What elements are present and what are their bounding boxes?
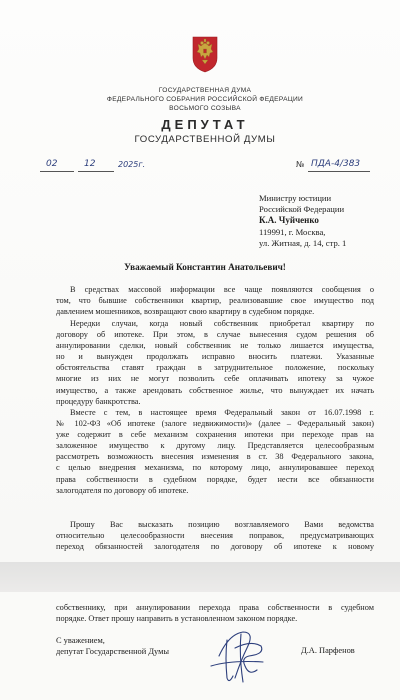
paragraph-line: договору об ипотеке. При этом, в случае вынесения судом решения об	[56, 330, 374, 340]
letterhead-title: ДЕПУТАТ	[161, 117, 249, 132]
addressee-line-4: 119991, г. Москва,	[259, 227, 326, 237]
paragraph-line: рассмотреть возможность внесения изменения в ст. 38 Федерального закона,	[56, 452, 374, 462]
org-line-3: ВОСЬМОГО СОЗЫВА	[169, 105, 241, 112]
paragraph-line: уже содержит в себе механизм сохранения ипотеки при переходе прав на	[56, 430, 374, 440]
org-line-1: ГОСУДАРСТВЕННАЯ ДУМА	[158, 87, 252, 94]
signer-name: Д.А. Парфенов	[301, 646, 355, 655]
paragraph-line: но и вынужден продолжать исправно вносить платежи. Указанные	[56, 352, 374, 362]
paragraph-line: Прошу Вас высказать позицию возглавляемого Вами ведомства	[70, 520, 374, 529]
date-month: 12	[84, 159, 96, 169]
paragraph-line: процедуру банкротства.	[56, 396, 141, 406]
paragraph-line: порядке. Ответ прошу направить в установленном законом порядке.	[56, 614, 298, 624]
paragraph-line: В средствах массовой информации все чаще появляются сообщения о	[70, 285, 374, 294]
letterhead-subtitle: ГОСУДАРСТВЕННОЙ ДУМЫ	[134, 134, 276, 145]
page-gap	[0, 562, 400, 592]
paragraph-line: заложенное имущество к другому лицу. Представляется целесообразным	[56, 441, 374, 451]
paragraph-3	[56, 407, 374, 496]
paragraph-line: с целью внедрения механизма, по которому лицо, аннулировавшее переход	[56, 463, 374, 473]
org-line-2: ФЕДЕРАЛЬНОГО СОБРАНИЯ РОССИЙСКОЙ ФЕДЕРАЦИИ	[106, 96, 304, 103]
paragraph-line: аннулировании сделки, новый собственник не только лишается имущества,	[56, 341, 374, 351]
addressee-line-2: Российской Федерации	[259, 204, 345, 214]
paragraph-line: давлением мошенников, возвращают свою квартиру в судебном порядке.	[56, 307, 315, 317]
paragraph-line: собственнику, при аннулировании перехода права собственности в судебном	[56, 603, 374, 612]
paragraph-line: переход обязанностей залогодателя по договору об ипотеке к новому	[56, 542, 374, 552]
addressee-line-1: Министру юстиции	[259, 193, 332, 203]
closing-line-2: депутат Государственной Думы	[56, 647, 170, 656]
date-month-underline	[78, 171, 114, 172]
paragraph-4	[56, 519, 374, 552]
paragraph-line: Вместе с тем, в настоящее время Федеральный закон от 16.07.1998 г.	[70, 408, 374, 417]
greeting: Уважаемый Константин Анатольевич!	[124, 262, 286, 272]
paragraph-line: залогодателя по договору об ипотеке.	[56, 485, 189, 495]
registration-number: ПДА-4/383	[311, 159, 361, 169]
paragraph-1	[56, 284, 374, 317]
paragraph-line: права собственности в судебном порядке, будет нести все обязанности	[56, 474, 374, 484]
paragraph-line: многие из них не могут позволить себе оплачивать ипотеку за чужое	[56, 374, 374, 384]
paragraph-line: относительно целесообразности внесения поправок, предусматривающих	[56, 531, 374, 541]
number-sign: №	[296, 160, 305, 169]
date-day-underline	[40, 171, 74, 172]
paragraph-line: имущество, а также арендовать собственное жилье, что вынуждает их начать	[56, 385, 374, 395]
paragraph-line: Нередки случаи, когда новый собственник приобретал квартиру по	[70, 319, 374, 328]
coat-of-arms-icon	[190, 34, 220, 74]
addressee-name: К.А. Чуйченко	[259, 215, 319, 225]
paragraph-line: том, что бывшие собственники квартир, реализовавшие свое имущество под	[56, 296, 374, 306]
number-underline	[308, 171, 370, 172]
closing-line-1: С уважением,	[56, 636, 105, 645]
paragraph-line: № 102-ФЗ «Об ипотеке (залоге недвижимости)» (далее – Федеральный закон)	[56, 419, 374, 429]
date-year: 2025г.	[118, 160, 146, 169]
addressee-line-5: ул. Житная, д. 14, стр. 1	[259, 238, 347, 248]
handwritten-signature-icon	[205, 626, 273, 688]
paragraph-2	[56, 318, 374, 407]
paragraph-line: обстоятельства ставят граждан в затруднительное положение, поскольку	[56, 363, 374, 373]
date-day: 02	[46, 159, 58, 169]
paragraph-4-continued	[56, 602, 374, 624]
